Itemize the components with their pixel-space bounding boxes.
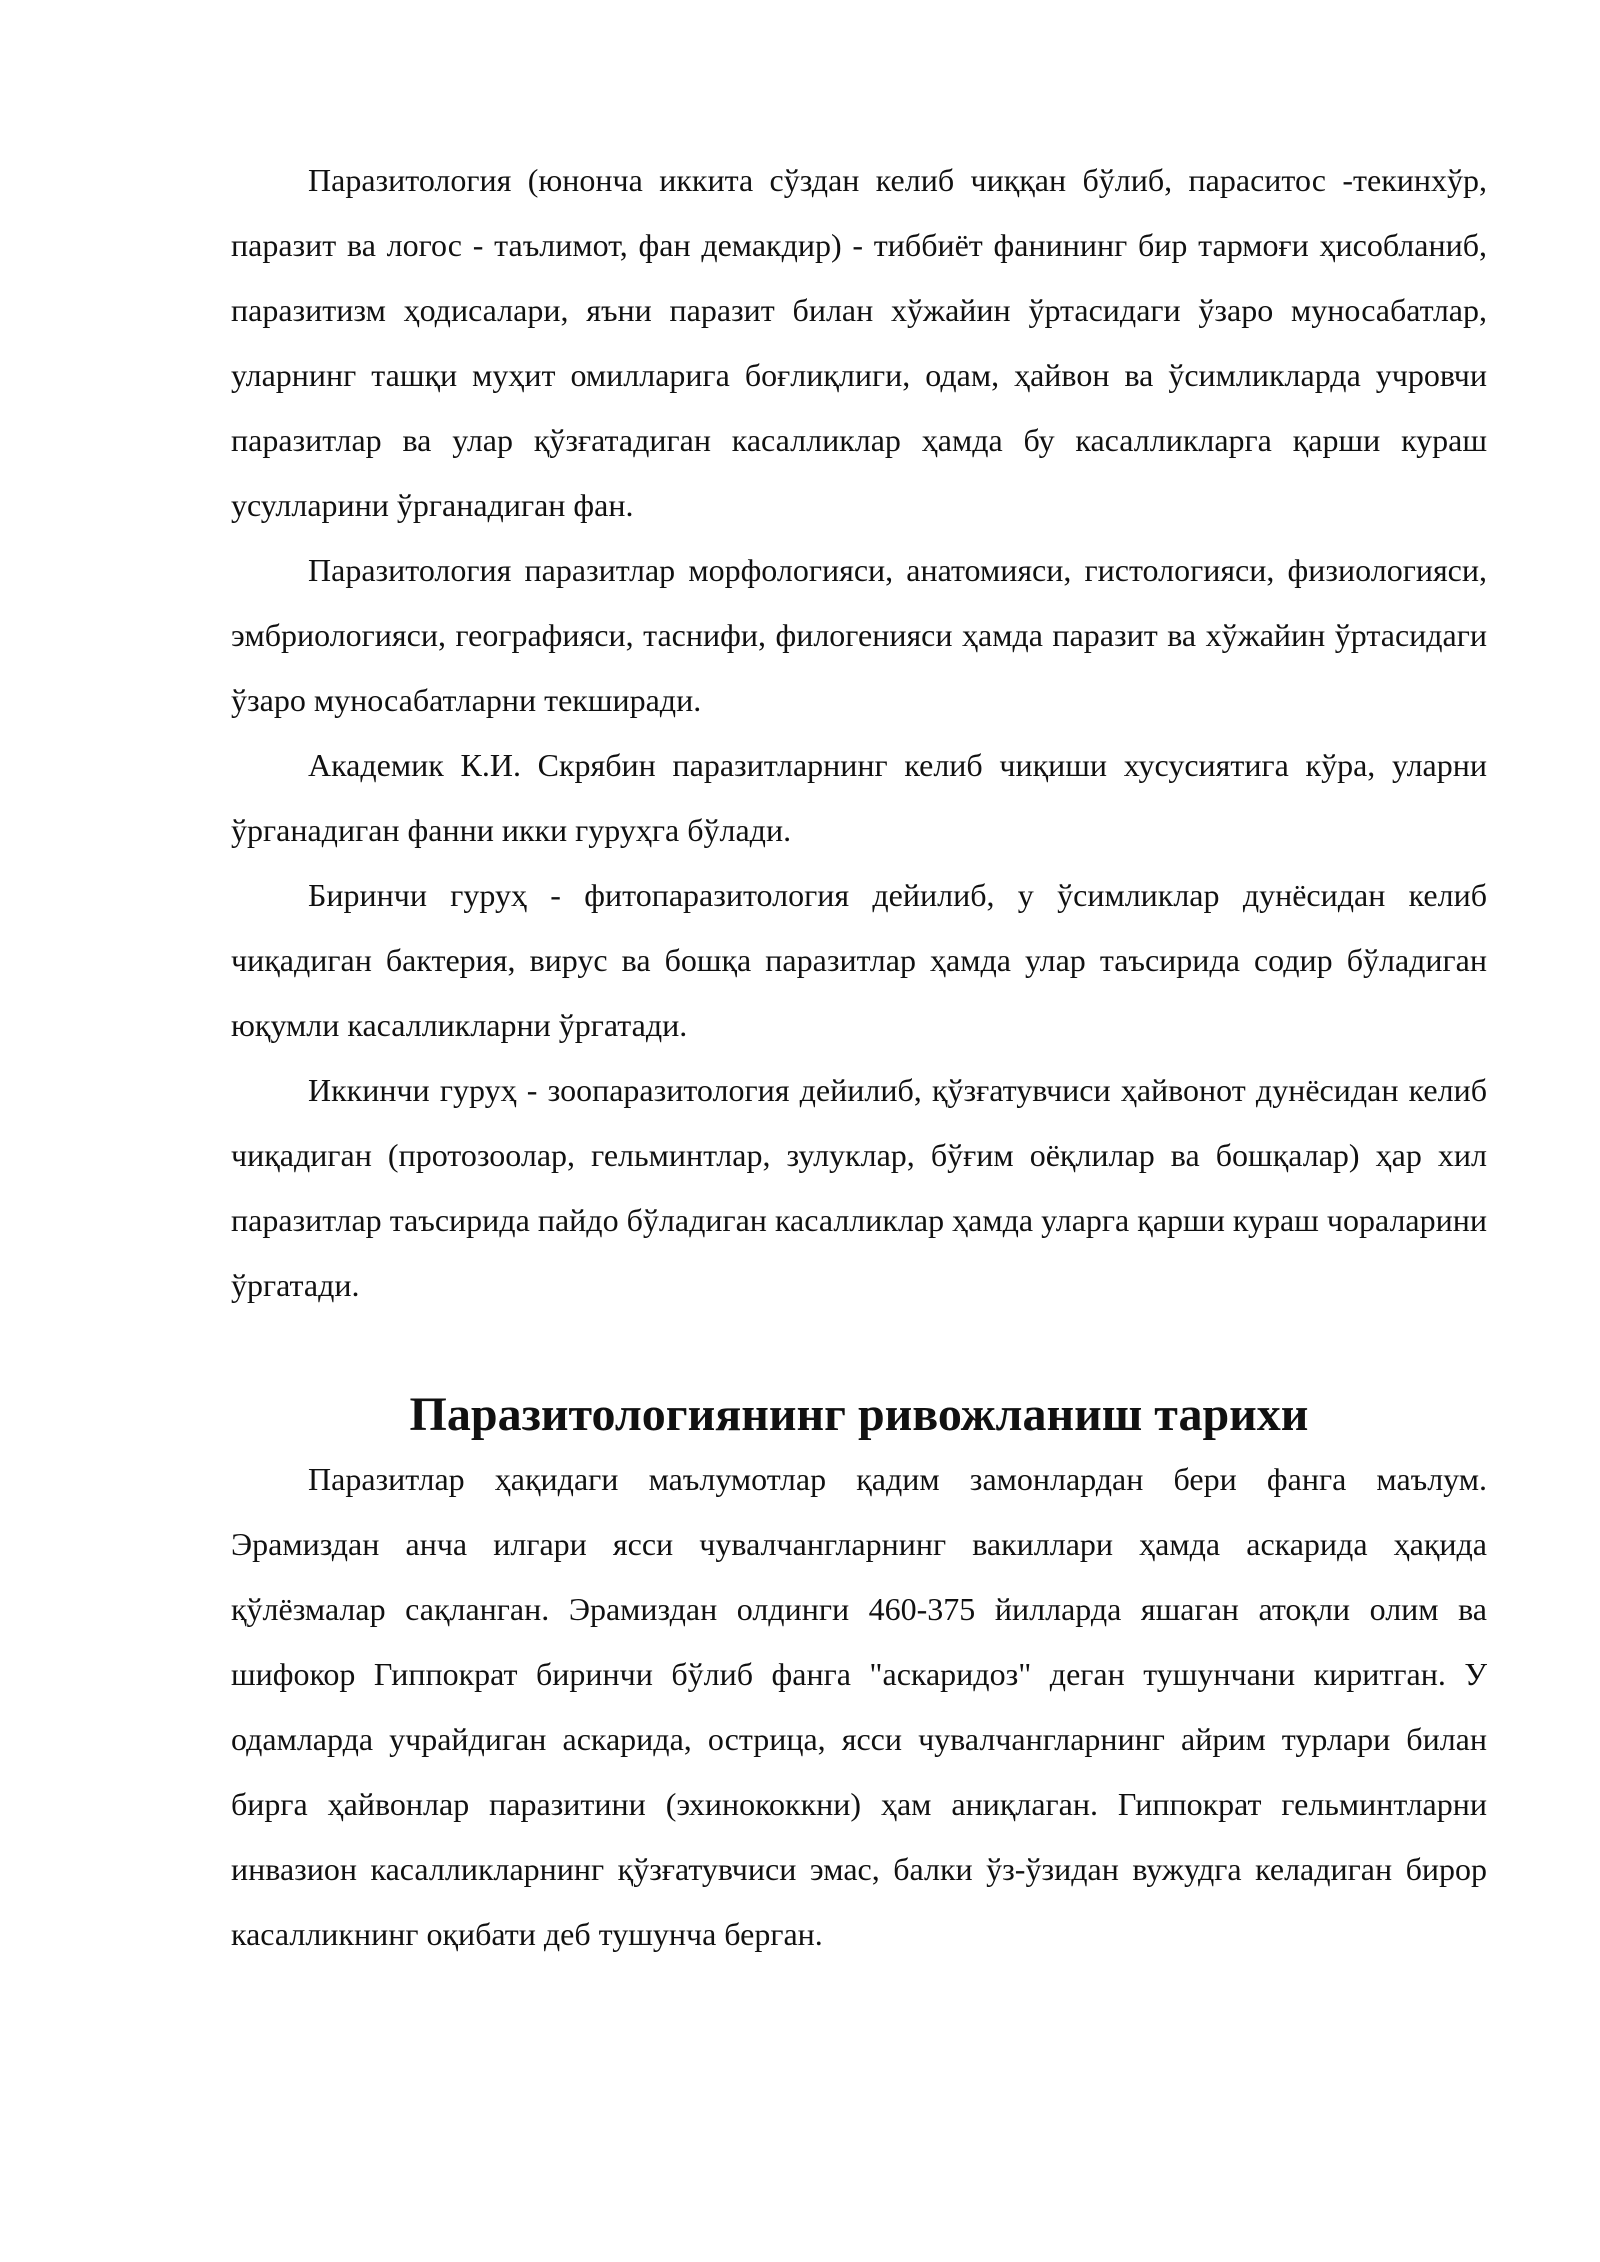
section-heading: Паразитологиянинг ривожланиш тарихи [409,1388,1309,1441]
document-body [231,148,1487,1967]
paragraph-group-two: Иккинчи гуруҳ - зоопаразитология дейилиб, қўзғатувчиси ҳайвонот дунёсидан келиб чиқадиган (протозоолар, гельминтлар, зулуклар, бўғим оёқлилар ва бошқалар) ҳар хил паразитлар таъсирида пайдо бўладиган касалликлар ҳамда уларга қарши кураш чораларини ўргатади. [231,1072,1487,1303]
paragraph-classification: Академик К.И. Скрябин паразитларнинг келиб чиқиши хусусиятига кўра, уларни ўрганадиган фанни икки гуруҳга бўлади. [231,747,1487,848]
paragraph-group-one: Биринчи гуруҳ - фитопаразитология дейилиб, у ўсимликлар дунёсидан келиб чиқадиган бактерия, вирус ва бошқа паразитлар ҳамда улар таъсирида содир бўладиган юқумли касалликларни ўргатади. [231,877,1487,1043]
paragraph-definition: Паразитология (юнонча иккита сўздан келиб чиққан бўлиб, параситос -текинхўр, паразит ва логос - таълимот, фан демакдир) - тиббиёт фанининг бир тармоғи ҳисобланиб, паразитизм ҳодисалари, яъни паразит билан хўжайин ўртасидаги ўзаро муносабатлар, уларнинг ташқи муҳит омилларига боғлиқлиги, одам, ҳайвон ва ўсимликларда учровчи паразитлар ва улар қўзғатадиган касалликлар ҳамда бу касалликларга қарши кураш усулларини ўрганадиган фан. [231,162,1487,523]
paragraph-scope: Паразитология паразитлар морфологияси, анатомияси, гистологияси, физиологияси, эмбриологияси, географияси, таснифи, филогенияси ҳамда паразит ва хўжайин ўртасидаги ўзаро муносабатларни текширади. [231,552,1487,718]
paragraph-history: Паразитлар ҳақидаги маълумотлар қадим замонлардан бери фанга маълум. Эрамиздан анча илгари ясси чувалчангларнинг вакиллари ҳамда аскарида ҳақида қўлёзмалар сақланган. Эрамиздан олдинги 460-375 йилларда яшаган атоқли олим ва шифокор Гиппократ биринчи бўлиб фанга "аскаридоз" деган тушунчани киритган. У одамларда учрайдиган аскарида, острица, ясси чувалчангларнинг айрим турлари билан бирга ҳайвонлар паразитини (эхинококкни) ҳам аниқлаган. Гиппократ гельминтларни инвазион касалликларнинг қўзғатувчиси эмас, балки ўз-ўзидан вужудга келадиган бирор касалликнинг оқибати деб тушунча берган. [231,1461,1487,1952]
